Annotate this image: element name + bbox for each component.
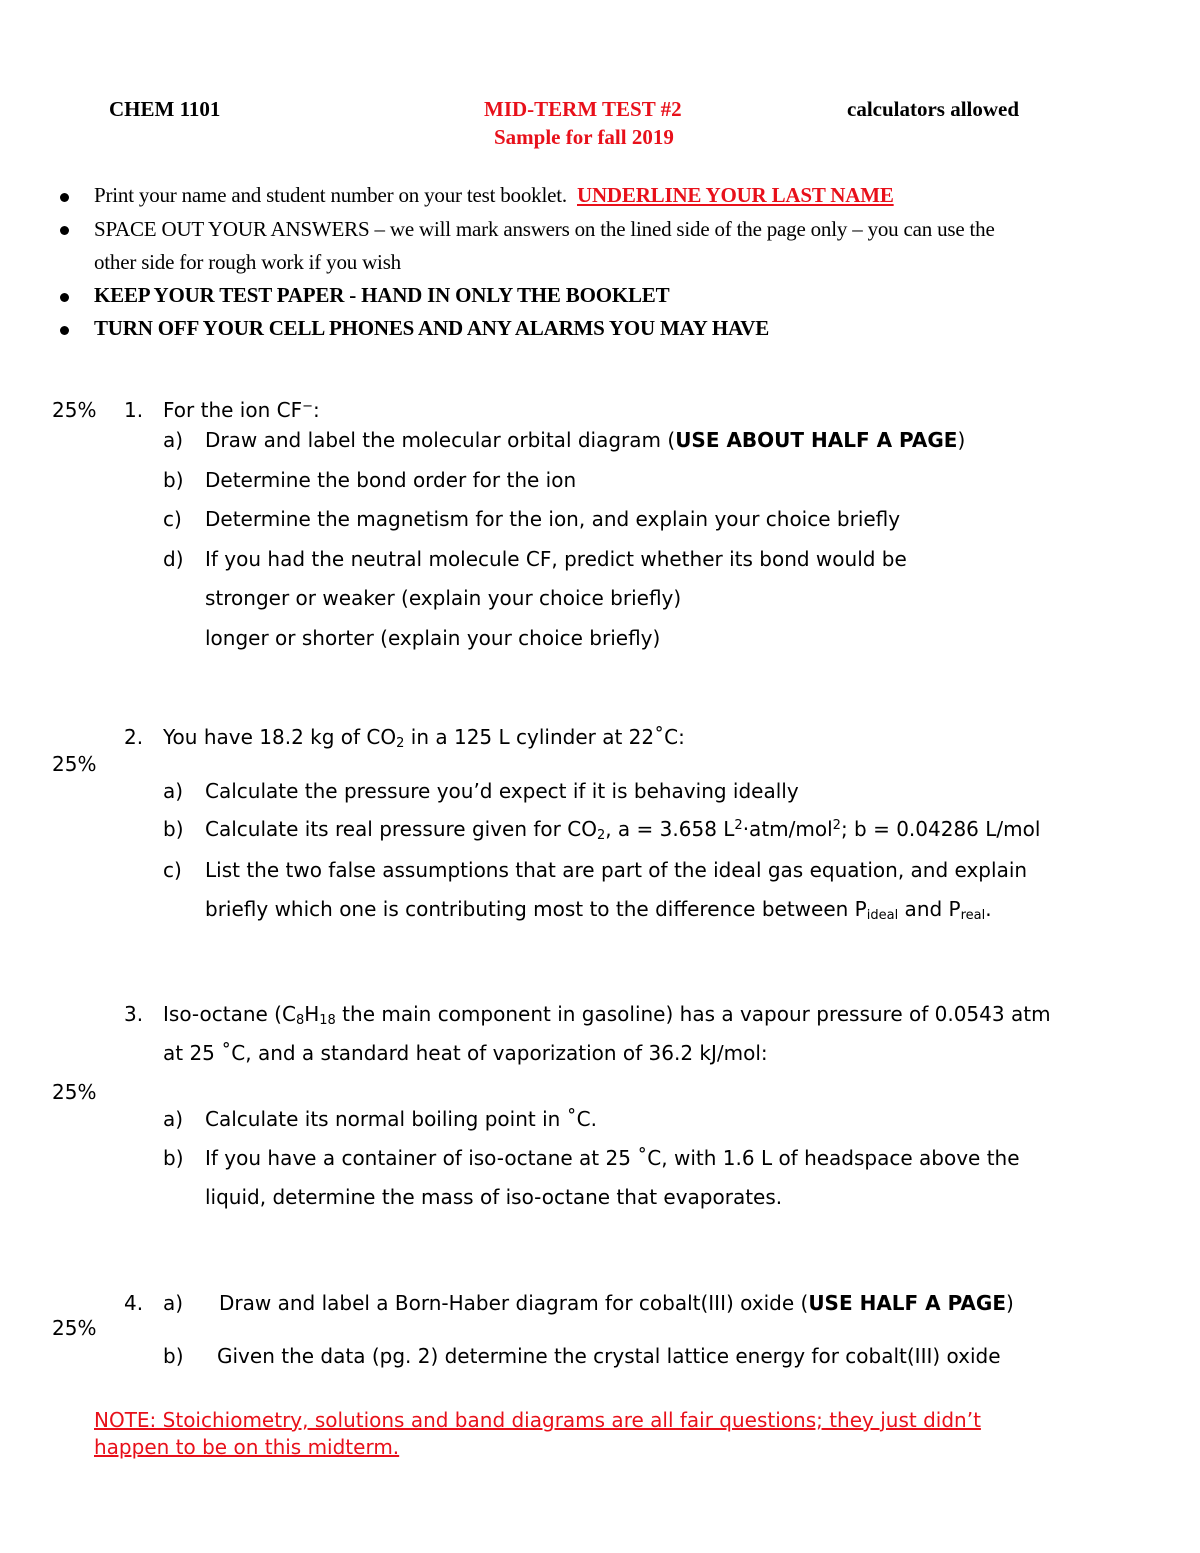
part-label: a) [163, 1107, 184, 1131]
instruction-1-text: Print your name and student number on your test booklet. [94, 183, 567, 207]
instruction-1-emphasis: UNDERLINE YOUR LAST NAME [577, 183, 894, 207]
question-1d-line3: longer or shorter (explain your choice briefly) [205, 626, 661, 650]
question-4a: Draw and label a Born-Haber diagram for cobalt(III) oxide (USE HALF A PAGE) [219, 1291, 1014, 1315]
calculators-note: calculators allowed [847, 97, 1020, 121]
question-1d-line2: stronger or weaker (explain your choice briefly) [205, 586, 682, 610]
question-2c-line2: briefly which one is contributing most to the difference between $P_{ideal}$ and $P_{real}$. [205, 897, 992, 923]
note-line1: NOTE: Stoichiometry, solutions and band diagrams are all fair questions; they just didn’t [94, 1408, 981, 1432]
bullet-icon [60, 326, 69, 335]
part-label: d) [163, 547, 184, 571]
instruction-4: TURN OFF YOUR CELL PHONES AND ANY ALARMS YOU MAY HAVE [94, 316, 770, 340]
part-label: a) [163, 428, 184, 452]
test-title: MID-TERM TEST #2 [484, 97, 682, 121]
question-4b: Given the data (pg. 2) determine the crystal lattice energy for cobalt(III) oxide [217, 1344, 1001, 1368]
question-1b: Determine the bond order for the ion [205, 468, 577, 492]
question-2a: Calculate the pressure you’d expect if it is behaving ideally [205, 779, 799, 803]
part-label: b) [163, 1344, 184, 1368]
question-weight: 25% [52, 1080, 97, 1104]
part-label: b) [163, 468, 184, 492]
question-3b-line2: liquid, determine the mass of iso-octane that evaporates. [205, 1185, 783, 1209]
question-1d: If you had the neutral molecule CF, predict whether its bond would be [205, 547, 907, 571]
part-label: a) [163, 779, 184, 803]
instruction-2-line1: SPACE OUT YOUR ANSWERS – we will mark answers on the lined side of the page only – you can use the [94, 217, 995, 241]
instruction-2-line2: other side for rough work if you wish [94, 250, 401, 274]
instruction-1 [94, 183, 894, 208]
note-line2: happen to be on this midterm. [94, 1435, 400, 1459]
bullet-icon [60, 293, 69, 302]
question-number: 2. [124, 725, 144, 749]
bullet-icon [60, 193, 69, 202]
question-stem: For the ion CF−: [163, 398, 320, 422]
question-1c: Determine the magnetism for the ion, and explain your choice briefly [205, 507, 901, 531]
part-label: c) [163, 858, 182, 882]
part-label: b) [163, 1146, 184, 1170]
question-2c: List the two false assumptions that are part of the ideal gas equation, and explain [205, 858, 1028, 882]
part-label: a) [163, 1291, 184, 1315]
test-subtitle: Sample for fall 2019 [494, 125, 674, 149]
part-label: b) [163, 817, 184, 841]
question-number: 3. [124, 1002, 144, 1026]
question-stem-line2: at 25 ˚C, and a standard heat of vaporization of 36.2 kJ/mol: [163, 1041, 768, 1065]
question-weight: 25% [52, 752, 97, 776]
question-1a: Draw and label the molecular orbital diagram (USE ABOUT HALF A PAGE) [205, 428, 966, 452]
question-weight: 25% [52, 398, 97, 422]
part-label: c) [163, 507, 182, 531]
instruction-3: KEEP YOUR TEST PAPER - HAND IN ONLY THE BOOKLET [94, 283, 670, 307]
question-number: 4. [124, 1291, 144, 1315]
question-2b: Calculate its real pressure given for $CO_2$, a = 3.658 $L^2\cdot atm/mol^2$; b = 0.04286 L/mol [205, 817, 1041, 843]
bullet-icon [60, 226, 69, 235]
question-number: 1. [124, 398, 144, 422]
course-code: CHEM 1101 [109, 97, 221, 121]
question-stem: You have 18.2 kg of $CO_2$ in a 125 L cylinder at 22˚C: [163, 725, 685, 751]
question-3a: Calculate its normal boiling point in ˚C. [205, 1107, 597, 1131]
question-weight: 25% [52, 1316, 97, 1340]
question-3b: If you have a container of iso-octane at 25 ˚C, with 1.6 L of headspace above the [205, 1146, 1020, 1170]
question-stem: Iso-octane ($C_8H_{18}$ the main component in gasoline) has a vapour pressure of 0.0543 atm [163, 1002, 1051, 1028]
